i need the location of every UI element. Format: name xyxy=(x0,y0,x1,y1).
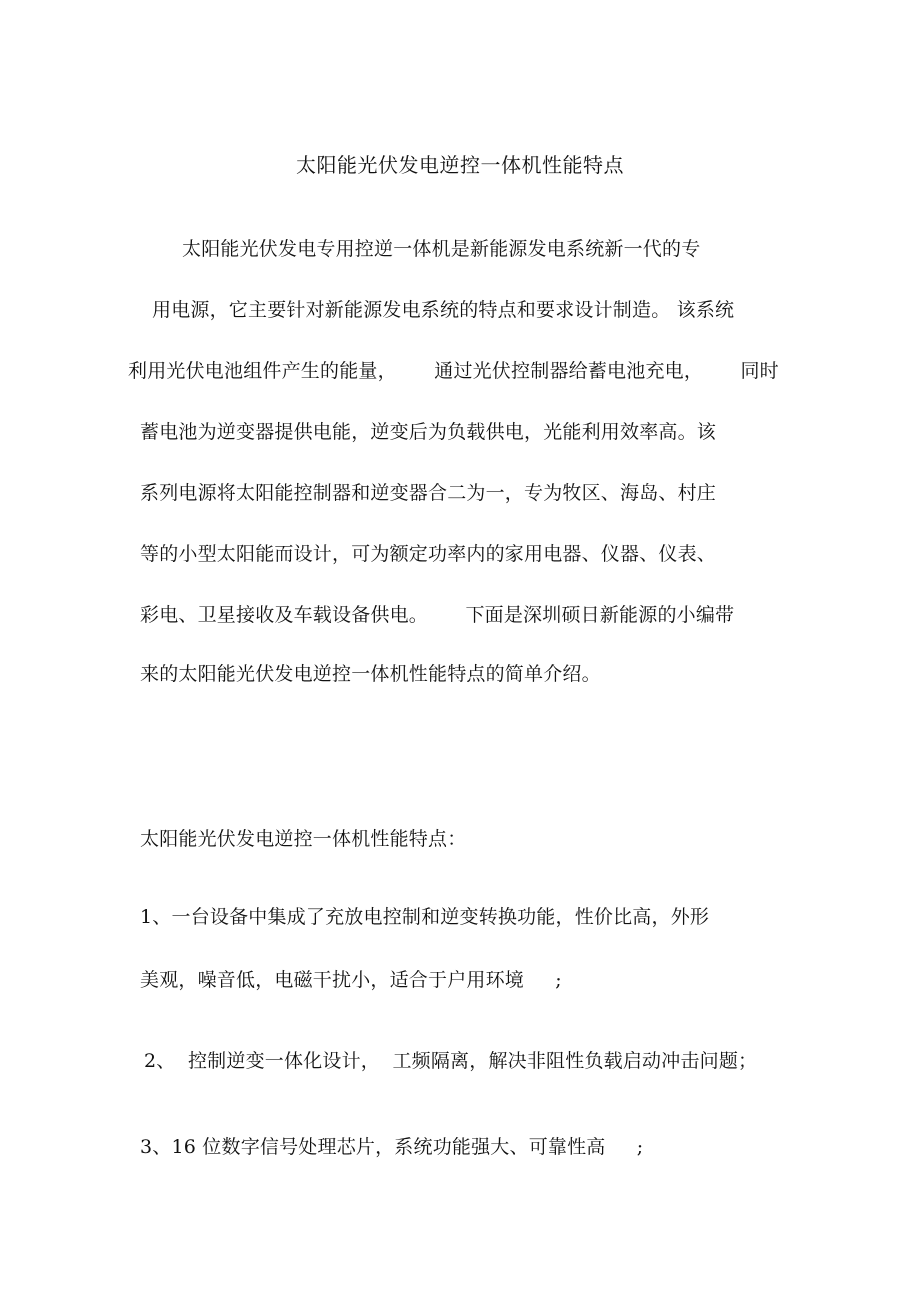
feature-line-3: 2、 控制逆变一体化设计， 工频隔离，解决非阻性负载启动冲击问题； xyxy=(144,1050,758,1072)
feature-line-4: 3、16 位数字信号处理芯片，系统功能强大、可靠性高 ; xyxy=(140,1136,644,1158)
intro-line-6: 等的小型太阳能而设计，可为额定功率内的家用电器、仪器、仪表、 xyxy=(140,543,717,565)
intro-line-2: 用电源，它主要针对新能源发电系统的特点和要求设计制造。 该系统 xyxy=(152,299,735,321)
feature-line-1: 1、一台设备中集成了充放电控制和逆变转换功能，性价比高，外形 xyxy=(140,906,710,928)
features-heading: 太阳能光伏发电逆控一体机性能特点： xyxy=(140,828,467,850)
intro-line-7: 彩电、卫星接收及车载设备供电。 下面是深圳硕日新能源的小编带 xyxy=(140,604,735,626)
intro-line-3: 利用光伏电池组件产生的能量， 通过光伏控制器给蓄电池充电， 同时 xyxy=(128,360,779,382)
intro-line-1: 太阳能光伏发电专用控逆一体机是新能源发电系统新一代的专 xyxy=(182,238,701,260)
intro-line-5: 系列电源将太阳能控制器和逆变器合二为一，专为牧区、海岛、村庄 xyxy=(140,482,717,504)
feature-line-2: 美观，噪音低，电磁干扰小，适合于户用环境 ; xyxy=(140,969,562,991)
intro-line-8: 来的太阳能光伏发电逆控一体机性能特点的简单介绍。 xyxy=(140,663,601,685)
document-title: 太阳能光伏发电逆控一体机性能特点 xyxy=(296,153,624,177)
intro-line-4: 蓄电池为逆变器提供电能，逆变后为负载供电，光能利用效率高。该 xyxy=(140,421,717,443)
